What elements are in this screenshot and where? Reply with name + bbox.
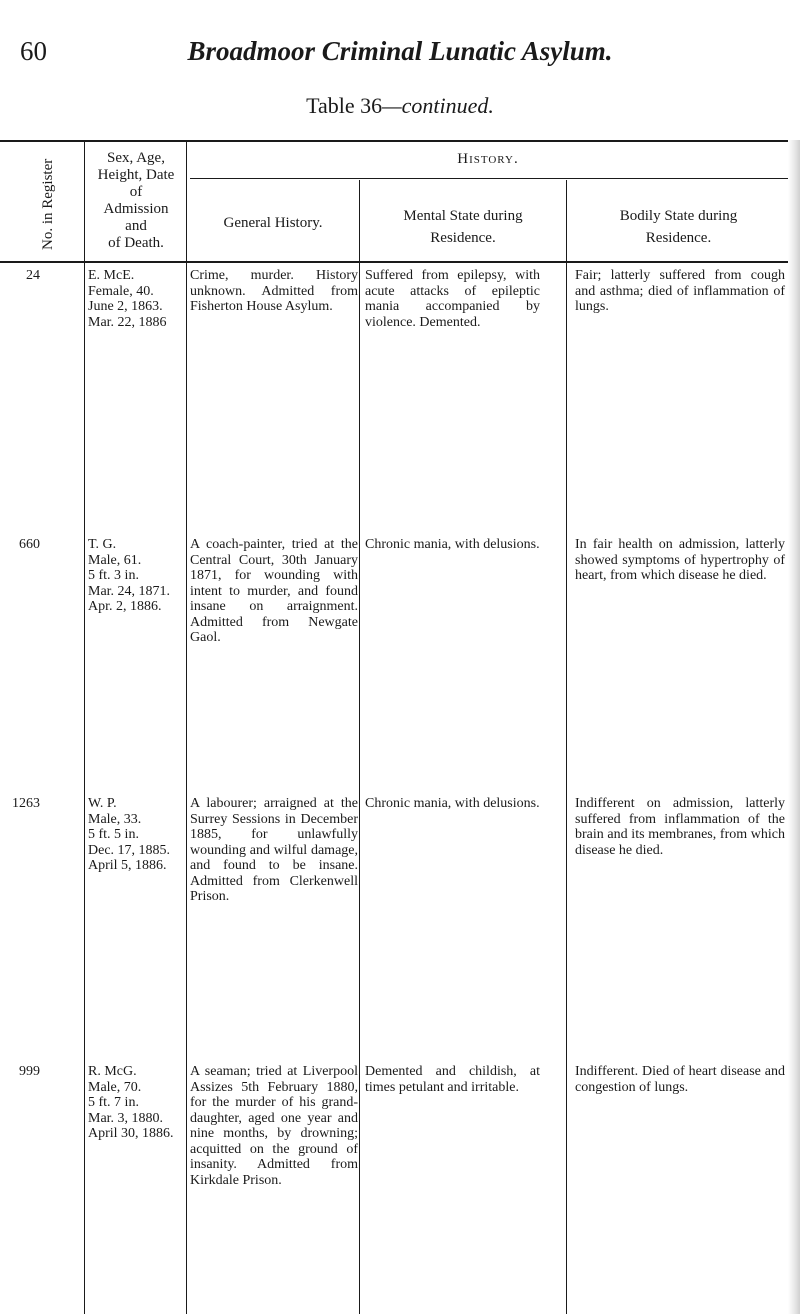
row-general-history: A labourer; arraigned at the Surrey Sessions in December 1885, for unlawfully wounding and wilful damage, and found to be insane. Admitted from Clerkenwell Prison.	[190, 796, 358, 904]
column-header-sex-age: Sex, Age, Height, Date of Admission and of Death.	[97, 150, 175, 251]
row-mental-state: Suffered from epilepsy, with acute attacks of epileptic mania accompanied by violence. Demented.	[365, 268, 540, 330]
history-rule	[190, 178, 790, 179]
running-head: Broadmoor Criminal Lunatic Asylum.	[187, 36, 613, 66]
column-rule	[84, 142, 85, 1314]
column-header-history: History.	[457, 151, 519, 167]
row-reg-no: 24	[26, 268, 40, 283]
column-rule	[359, 180, 360, 1314]
table-title	[0, 93, 800, 119]
row-general-history: A coach-painter, tried at the Central Court, 30th January 1871, for wounding with intent to murder, and found insane on arraignment. Admitted from Newgate Gaol.	[190, 537, 358, 645]
table-title-suffix: —continued.	[382, 93, 494, 118]
page-number: 60	[20, 36, 47, 66]
row-bodily-state: Indifferent on admission, latterly suffered from inflammation of the brain and its membranes, from which disease he died.	[575, 796, 785, 858]
row-reg-no: 999	[19, 1064, 40, 1079]
page-edge-shadow	[788, 140, 800, 1314]
column-header-mental-state: Mental State during Residence.	[403, 208, 523, 246]
column-header-bodily-state: Bodily State during Residence.	[619, 208, 738, 246]
row-general-history: Crime, murder. History unknown. Admitted from Fisherton House Asylum.	[190, 268, 358, 314]
row-reg-no: 660	[19, 537, 40, 552]
row-sex-age: W. P. Male, 33. 5 ft. 5 in. Dec. 17, 1885. April 5, 1886.	[88, 796, 171, 873]
row-general-history: A seaman; tried at Liverpool Assizes 5th February 1880, for the murder of his grand-daughter, aged one year and nine months, by drowning; acquitted on the ground of insanity. Admitted from Kirkdale Prison.	[190, 1064, 358, 1188]
table-top-rule	[0, 140, 790, 142]
row-bodily-state: In fair health on admission, latterly showed symptoms of hypertrophy of heart, from which disease he died.	[575, 537, 785, 583]
row-mental-state: Demented and childish, at times petulant and irritable.	[365, 1064, 540, 1095]
column-header-general-history: General History.	[223, 215, 323, 231]
row-sex-age: T. G. Male, 61. 5 ft. 3 in. Mar. 24, 1871. Apr. 2, 1886.	[88, 537, 171, 614]
row-mental-state: Chronic mania, with delusions.	[365, 537, 540, 552]
row-sex-age: R. McG. Male, 70. 5 ft. 7 in. Mar. 3, 1880. April 30, 1886.	[88, 1064, 174, 1141]
table-title-main: Table 36	[306, 93, 383, 118]
row-sex-age: E. McE. Female, 40. June 2, 1863. Mar. 22, 1886	[88, 268, 167, 330]
header-bottom-rule	[0, 261, 790, 263]
row-reg-no: 1263	[12, 796, 40, 811]
row-mental-state: Chronic mania, with delusions.	[365, 796, 540, 811]
row-bodily-state: Fair; latterly suffered from cough and asthma; died of inflammation of lungs.	[575, 268, 785, 314]
column-rule	[186, 142, 187, 1314]
row-bodily-state: Indifferent. Died of heart disease and congestion of lungs.	[575, 1064, 785, 1095]
column-rule	[566, 180, 567, 1314]
